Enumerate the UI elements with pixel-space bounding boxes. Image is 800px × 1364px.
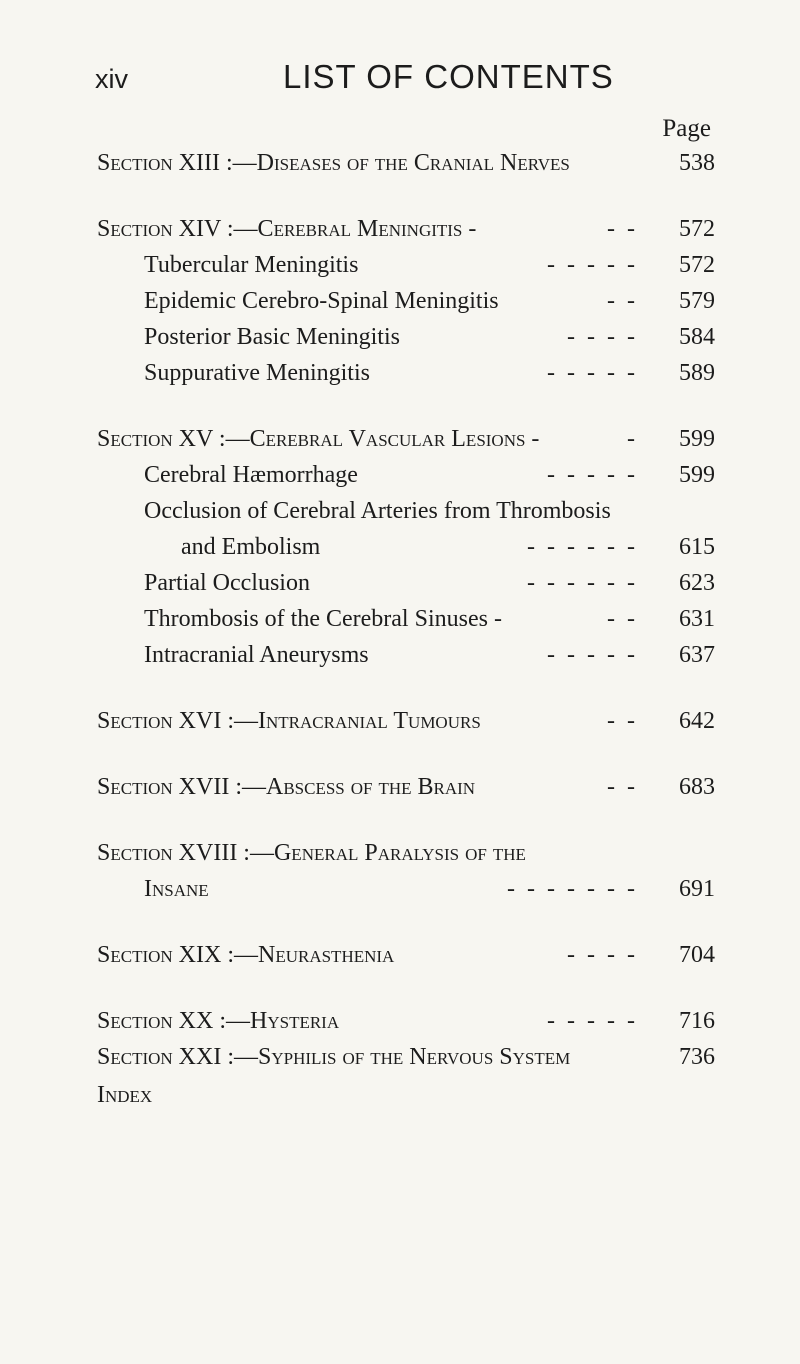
toc-entry — [97, 462, 715, 496]
toc-leader: - - - - - — [547, 642, 635, 668]
toc-entry-title: Thrombosis of the Cerebral Sinuses - — [144, 606, 502, 632]
toc-leader: - - — [607, 606, 635, 632]
toc-entry-page: 615 — [679, 534, 715, 560]
toc-entry-section-xiii — [97, 150, 715, 184]
toc-entry — [97, 360, 715, 394]
toc-entry-title: Cerebral Hæmorrhage — [144, 462, 358, 488]
toc-entry-page: 631 — [679, 606, 715, 632]
toc-entry-title: Section XIV :—Cerebral Meningitis - — [97, 216, 477, 242]
toc-entry-title: Intracranial Aneurysms — [144, 642, 369, 668]
toc-entry-section-xviii — [97, 840, 715, 874]
toc-entry-page: 736 — [679, 1044, 715, 1070]
index-entry: Index — [97, 1082, 153, 1108]
toc-leader: - - — [607, 288, 635, 314]
toc-leader: - - - - - — [547, 252, 635, 278]
toc-entry-title: Section XVI :—Intracranial Tumours — [97, 708, 481, 734]
toc-leader: - - — [607, 774, 635, 800]
toc-entry-page: 642 — [679, 708, 715, 734]
running-title: LIST OF CONTENTS — [283, 58, 614, 95]
toc-leader: - - - - - — [547, 1008, 635, 1034]
toc-entry-page: 691 — [679, 876, 715, 902]
toc-leader: - - - - - — [547, 360, 635, 386]
running-header — [0, 58, 800, 98]
toc-entry-title: Partial Occlusion — [144, 570, 310, 596]
page-column-label: Page — [662, 115, 711, 142]
toc-entry-section-xv — [97, 426, 715, 460]
toc-entry — [97, 252, 715, 286]
toc-entry-section-xxi — [97, 1044, 715, 1078]
toc-entry-section-xix — [97, 942, 715, 976]
toc-leader: - - - - - — [547, 462, 635, 488]
toc-entry-page: 599 — [679, 462, 715, 488]
toc-entry-title: and Embolism — [181, 534, 321, 560]
toc-entry-page: 716 — [679, 1008, 715, 1034]
toc-entry-page: 579 — [679, 288, 715, 314]
toc-entry-title: Section XIX :—Neurasthenia — [97, 942, 395, 968]
toc-entry-page: 572 — [679, 252, 715, 278]
toc-leader: - - - - — [567, 942, 635, 968]
toc-entry-page: 704 — [679, 942, 715, 968]
toc-entry-title: Posterior Basic Meningitis — [144, 324, 400, 350]
toc-entry — [97, 288, 715, 322]
toc-entry-title: Tubercular Meningitis — [144, 252, 359, 278]
toc-entry-page: 589 — [679, 360, 715, 386]
toc-entry — [97, 876, 715, 910]
toc-leader: - - - - - - - — [507, 876, 635, 902]
toc-entry-section-xvii — [97, 774, 715, 808]
toc-entry-title: Section XVII :—Abscess of the Brain — [97, 774, 476, 800]
toc-entry-page: 599 — [679, 426, 715, 452]
toc-entry — [97, 570, 715, 604]
page-number: xiv — [95, 64, 128, 94]
toc-entry-page: 572 — [679, 216, 715, 242]
toc-entry-page: 623 — [679, 570, 715, 596]
toc-entry-title: Section XIII :—Diseases of the Cranial Nerves — [97, 150, 570, 176]
toc-entry — [97, 606, 715, 640]
toc-entry-title: Epidemic Cerebro-Spinal Meningitis — [144, 288, 499, 314]
toc-entry-title: Section XXI :—Syphilis of the Nervous System — [97, 1044, 571, 1070]
toc-entry-section-xx — [97, 1008, 715, 1042]
toc-entry-title: Section XVIII :—General Paralysis of the — [97, 840, 526, 866]
toc-entry-page: 683 — [679, 774, 715, 800]
toc-entry-title: Section XV :—Cerebral Vascular Lesions - — [97, 426, 540, 452]
toc-leader: - - - - - - — [527, 534, 635, 560]
toc-entry — [97, 324, 715, 358]
toc-entry-title: Insane — [144, 876, 209, 902]
toc-entry — [97, 498, 715, 532]
toc-entry — [97, 534, 715, 568]
toc-leader: - - — [607, 216, 635, 242]
toc-entry-page: 538 — [679, 150, 715, 176]
toc-entry-section-xiv — [97, 216, 715, 250]
toc-entry-title: Section XX :—Hysteria — [97, 1008, 340, 1034]
toc-entry-section-xvi — [97, 708, 715, 742]
toc-entry-title: Occlusion of Cerebral Arteries from Thrombosis — [144, 498, 611, 524]
toc-leader: - - - - — [567, 324, 635, 350]
toc-entry — [97, 642, 715, 676]
toc-leader: - - — [607, 708, 635, 734]
toc-leader: - — [627, 426, 635, 452]
toc-entry-page: 584 — [679, 324, 715, 350]
toc-leader: - - - - - - — [527, 570, 635, 596]
toc-entry-title: Suppurative Meningitis — [144, 360, 370, 386]
toc-entry-page: 637 — [679, 642, 715, 668]
